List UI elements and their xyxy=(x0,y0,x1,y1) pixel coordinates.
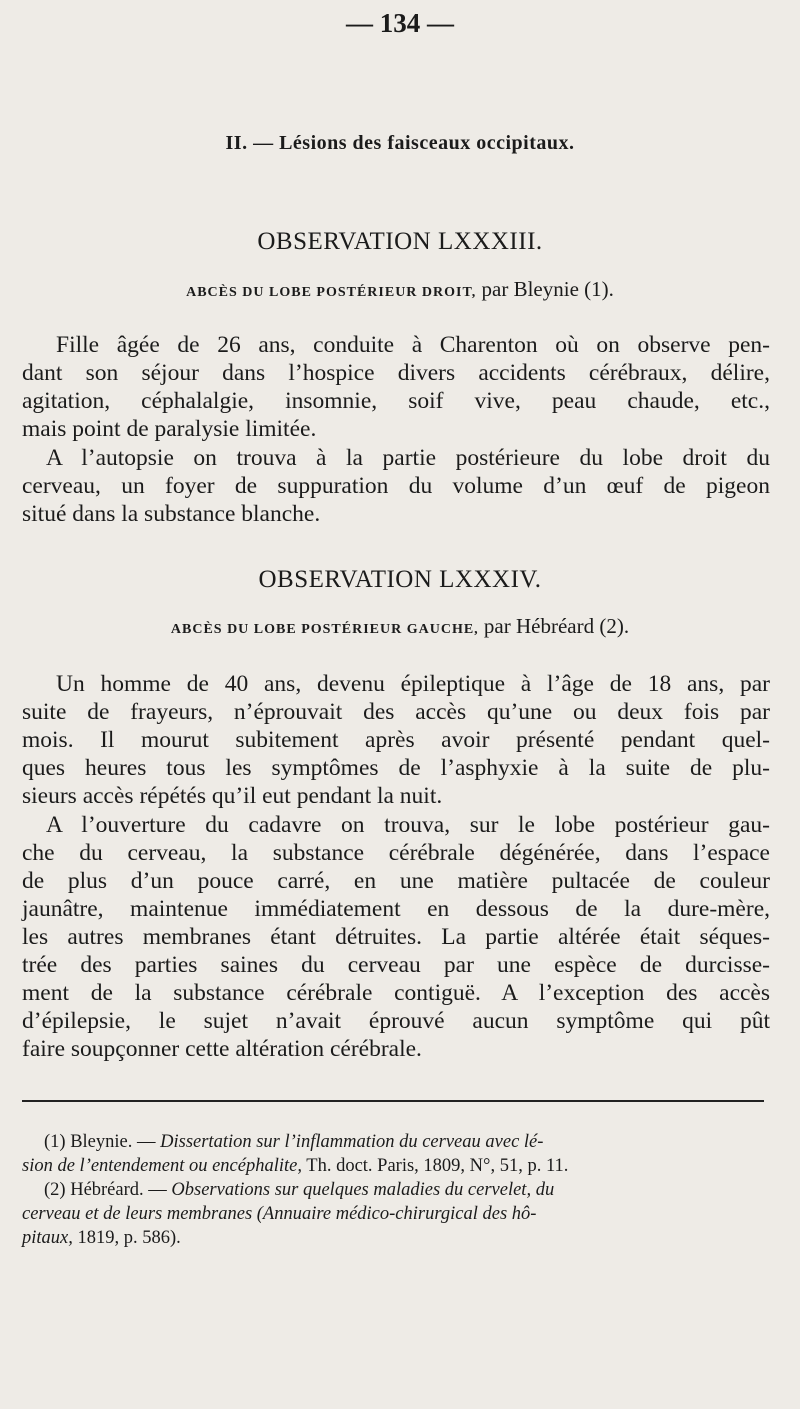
observation-paragraph xyxy=(22,444,770,528)
footnote-author: Bleynie. — xyxy=(70,1132,156,1152)
observation-paragraph xyxy=(22,670,770,810)
text-line: les autres membranes étant détruites. La partie altérée était séques- xyxy=(22,924,770,950)
text-line: d’épilepsie, le sujet n’avait éprouvé aucun symptôme qui pût xyxy=(22,1008,770,1034)
text-line: cerveau, un foyer de suppuration du volume d’un œuf de pigeon xyxy=(22,473,770,499)
text-line: mais point de paralysie limitée. xyxy=(22,416,317,442)
footnote-work-title: sion de l’entendement ou encéphalite, xyxy=(22,1156,302,1176)
footnote-mark: (2) xyxy=(44,1180,66,1200)
text-line: trée des parties saines du cerveau par une espèce de durcisse- xyxy=(22,952,770,978)
section-title: II. — Lésions des faisceaux occipitaux. xyxy=(225,132,575,154)
text-line: situé dans la substance blanche. xyxy=(22,501,321,527)
text-line: A l’autopsie on trouva à la partie postérieure du lobe droit du xyxy=(46,445,770,471)
observation-subtitle-caps: ABCÈS DU LOBE POSTÉRIEUR GAUCHE, xyxy=(170,622,479,637)
footnotes xyxy=(22,1130,770,1250)
footnote-author: Hébréard. — xyxy=(70,1180,167,1200)
page-number: — 134 — xyxy=(346,8,454,38)
text-line: sieurs accès répétés qu’il eut pendant la nuit. xyxy=(22,783,443,809)
text-line: che du cerveau, la substance cérébrale dégénérée, dans l’espace xyxy=(22,840,770,866)
text-line: A l’ouverture du cadavre on trouva, sur le lobe postérieur gau- xyxy=(46,812,770,838)
observation-subtitle-caps: ABCÈS DU LOBE POSTÉRIEUR DROIT, xyxy=(186,285,477,300)
observation-title: OBSERVATION LXXXIII. xyxy=(257,228,543,255)
text-line: Un homme de 40 ans, devenu épileptique à l’âge de 18 ans, par xyxy=(56,671,770,697)
text-line: mois. Il mourut subitement après avoir présenté pendant quel- xyxy=(22,727,770,753)
text-line: jaunâtre, maintenue immédiatement en dessous de la dure-mère, xyxy=(22,896,770,922)
text-line: ment de la substance cérébrale contiguë. A l’exception des accès xyxy=(22,980,770,1006)
footnote-2-continued xyxy=(22,1202,770,1226)
footnote-mark: (1) xyxy=(44,1132,66,1152)
text-line: suite de frayeurs, n’éprouvait des accès qu’une ou deux fois par xyxy=(22,699,770,725)
observation-subtitle xyxy=(0,277,800,302)
observation-subtitle xyxy=(0,614,800,639)
observation-paragraph xyxy=(22,811,770,1063)
footnote-reference: 1819, p. 586). xyxy=(77,1228,181,1248)
observation-subtitle-author: par Hébréard (2). xyxy=(483,614,630,638)
footnote-1-continued xyxy=(22,1154,770,1178)
footnote-1 xyxy=(22,1130,770,1154)
observation-paragraph xyxy=(22,331,770,443)
observation-subtitle-author: par Bleynie (1). xyxy=(481,277,614,301)
text-line: Fille âgée de 26 ans, conduite à Charenton où on observe pen- xyxy=(56,332,770,358)
footnote-work-title: Dissertation sur l’inflammation du cerveau avec lé- xyxy=(160,1132,544,1152)
footnote-divider xyxy=(22,1100,764,1102)
text-line: dant son séjour dans l’hospice divers accidents cérébraux, délire, xyxy=(22,360,770,386)
text-line: faire soupçonner cette altération cérébrale. xyxy=(22,1036,422,1062)
observation-title: OBSERVATION LXXXIV. xyxy=(258,566,542,593)
text-line: agitation, céphalalgie, insomnie, soif vive, peau chaude, etc., xyxy=(22,388,770,414)
text-line: de plus d’un pouce carré, en une matière pultacée de couleur xyxy=(22,868,770,894)
text-line: ques heures tous les symptômes de l’asphyxie à la suite de plu- xyxy=(22,755,770,781)
footnote-work-title: pitaux, xyxy=(22,1228,73,1248)
footnote-work-title: cerveau et de leurs membranes (Annuaire médico-chirurgical des hô- xyxy=(22,1204,537,1224)
footnote-reference: Th. doct. Paris, 1809, N°, 51, p. 11. xyxy=(306,1156,569,1176)
footnote-2 xyxy=(22,1178,770,1202)
footnote-work-title: Observations sur quelques maladies du cervelet, du xyxy=(171,1180,555,1200)
footnote-2-end xyxy=(22,1226,770,1250)
